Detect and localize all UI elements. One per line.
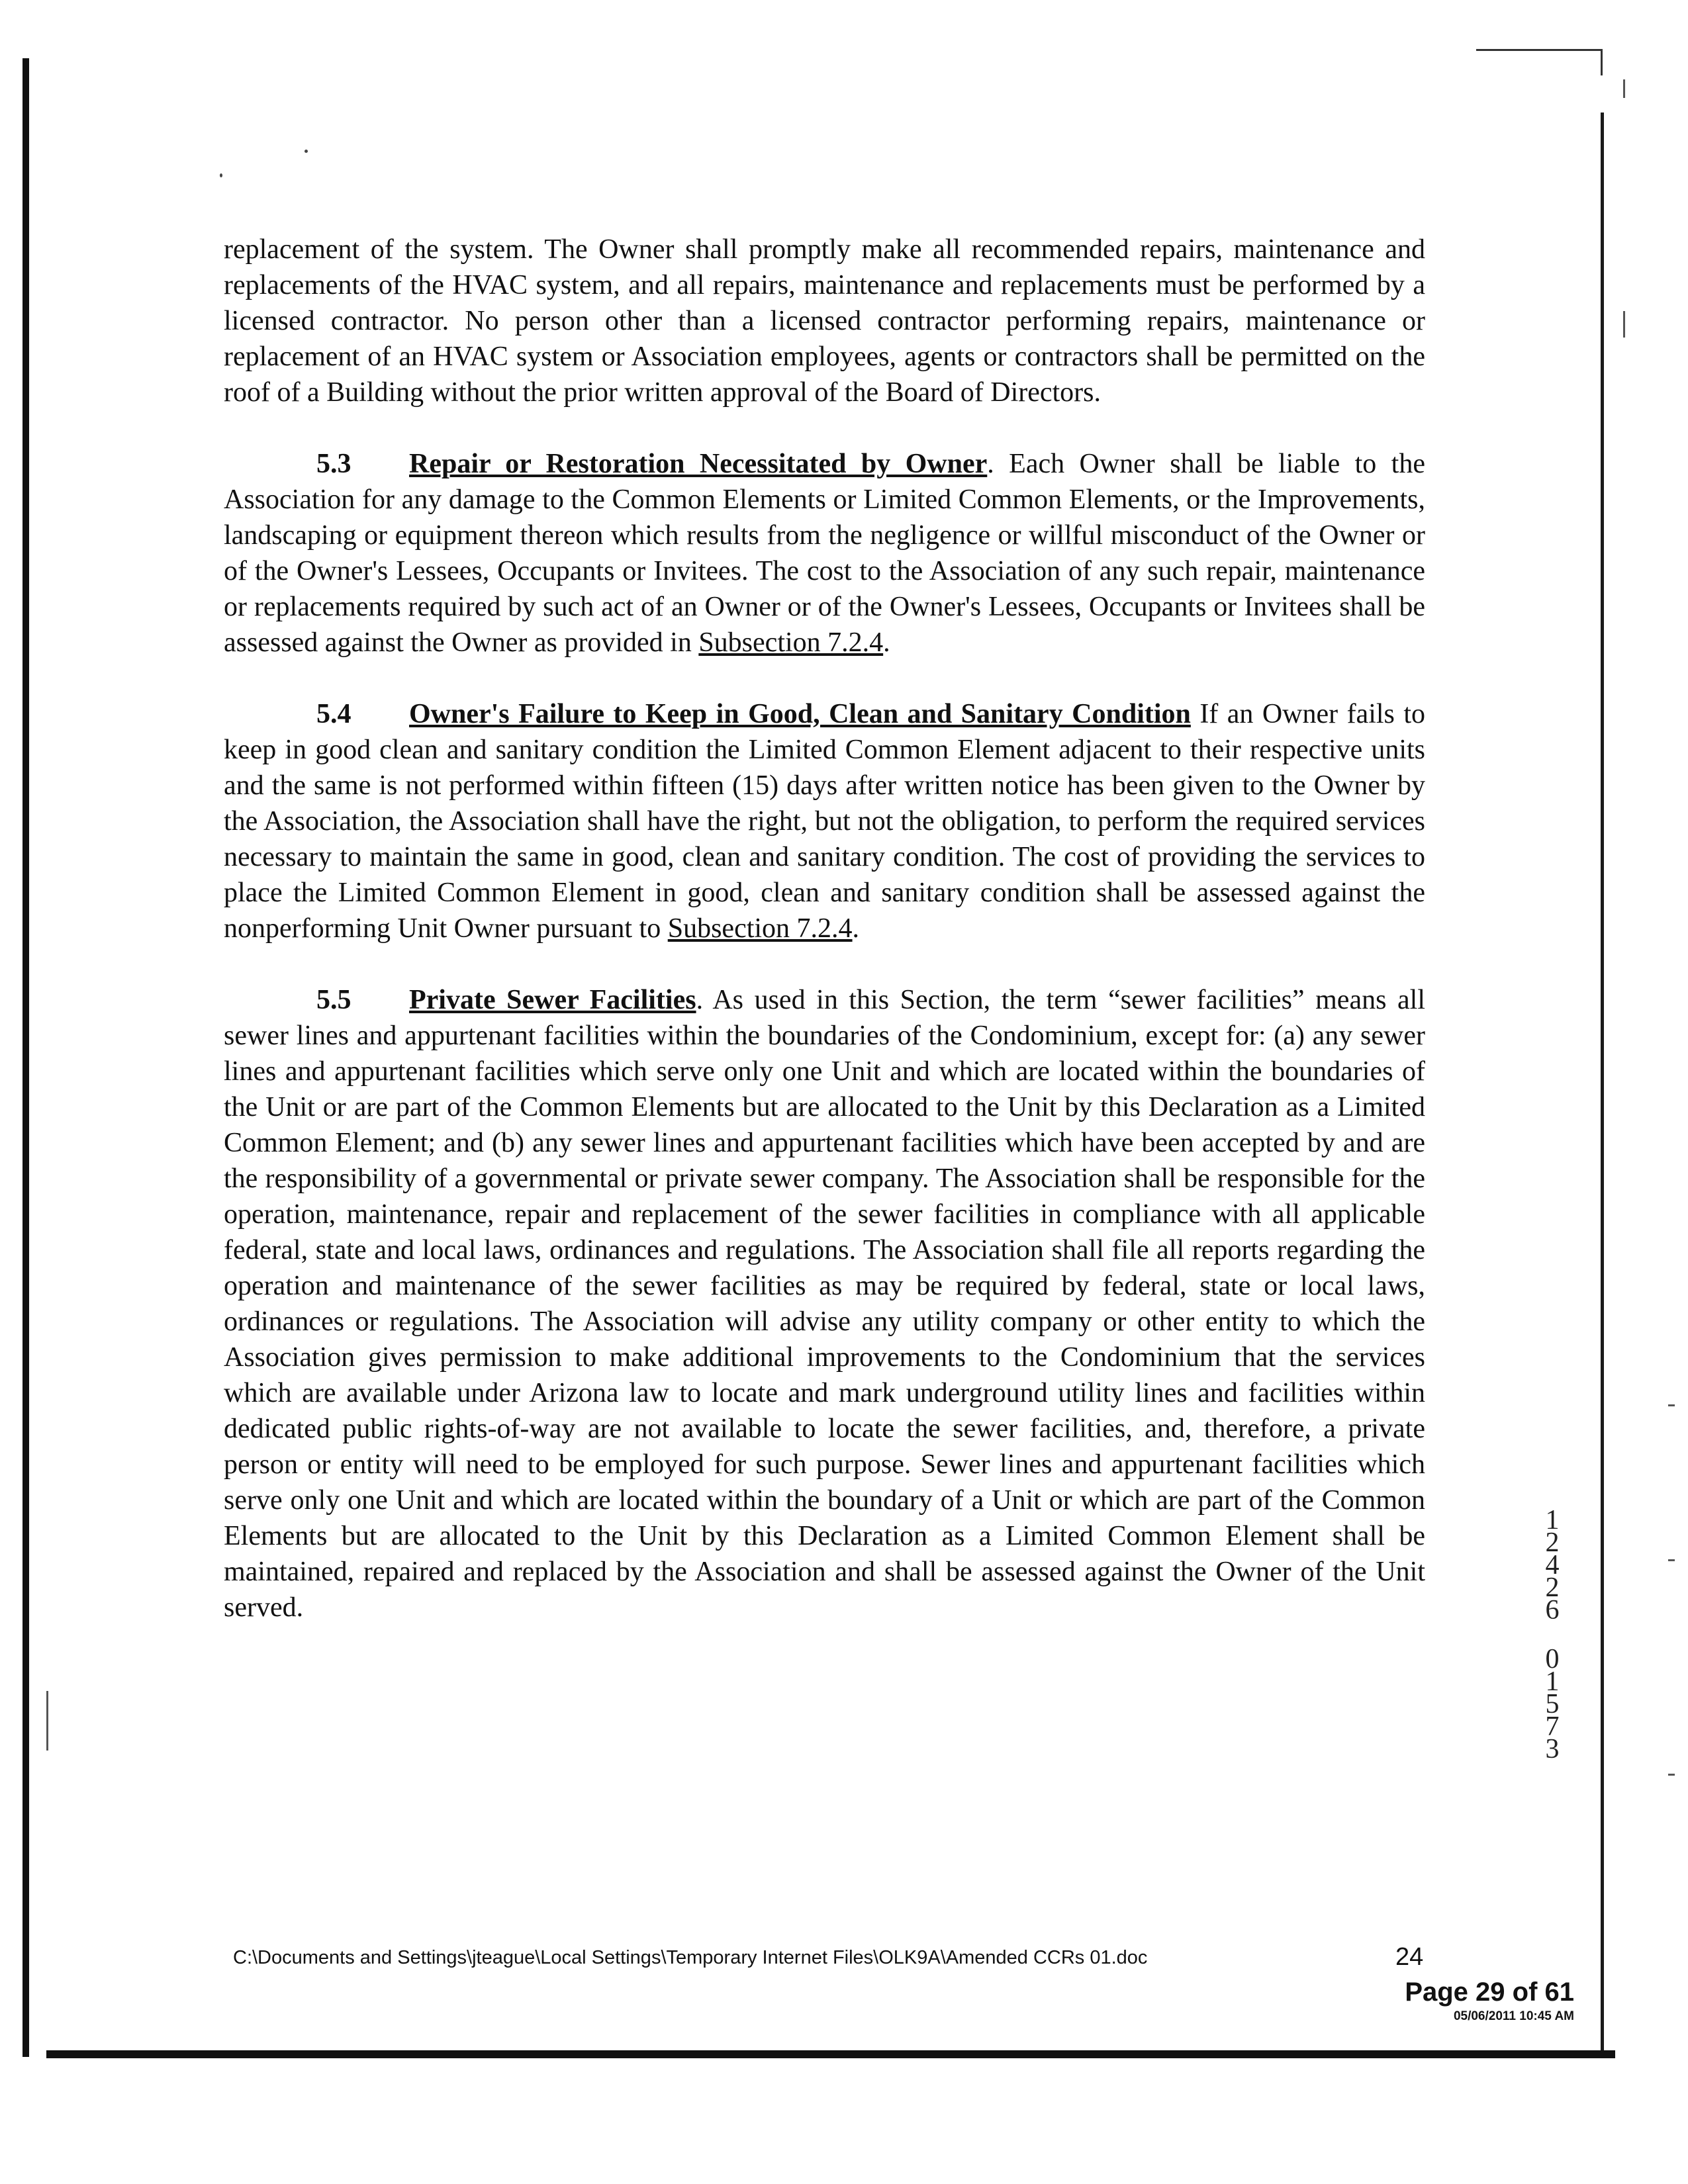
section-text: Each Owner shall be liable to the Association for any damage to the Common Elements or Limited Common Elements, or the Improvements, landscaping or equipment thereon which results from the negligence or willful misconduct of the Owner or of the Owner's Lessees, Occupants or Invitees. The cost to the Association of any such repair, maintenance or replacements required by such act of an Owner or of the Owner's Lessees, Occupants or Invitees shall be assessed against the Owner as provided in	[224, 449, 1425, 658]
section-heading: Repair or Restoration Necessitated by Owner	[409, 449, 988, 479]
scan-border-left	[23, 58, 29, 2057]
scan-border-right	[1601, 113, 1604, 2058]
section-5-3: 5.3 Repair or Restoration Necessitated by Owner. Each Owner shall be liable to the Association for any damage to the Common Elements or Limited Common Elements, or the Improvements, landscaping or equipment thereon which results from the negligence or willful misconduct of the Owner or of the Owner's Lessees, Occupants or Invitees. The cost to the Association of any such repair, maintenance or replacements required by such act of an Owner or of the Owner's Lessees, Occupants or Invitees shall be assessed against the Owner as provided in Subsection 7.2.4.	[224, 446, 1425, 660]
bates-digit: 5	[1545, 1689, 1560, 1719]
bates-digit: 4	[1545, 1550, 1560, 1580]
footer-page-number: 24	[1395, 1943, 1424, 1971]
scan-border-bottom	[46, 2050, 1615, 2058]
scan-dash	[1623, 79, 1625, 98]
bates-number	[1536, 1505, 1569, 1764]
footer-file-path: C:\Documents and Settings\jteague\Local Settings\Temporary Internet Files\OLK9A\Amended CCRs 01.doc	[233, 1947, 1148, 1968]
bates-digit: 2	[1545, 1572, 1560, 1603]
subsection-reference: Subsection 7.2.4	[667, 913, 853, 944]
section-number: 5.5	[316, 985, 352, 1015]
bates-digit: 2	[1545, 1527, 1560, 1558]
scan-corner-mark	[1476, 49, 1602, 51]
scan-dash	[46, 1691, 48, 1751]
section-number: 5.4	[316, 699, 352, 729]
section-5-5: 5.5 Private Sewer Facilities. As used in this Section, the term “sewer facilities” means all sewer lines and appurtenant facilities within the boundaries of the Condominium, except for: (a) any sewer lines and appurtenant facilities which serve only one Unit and which are located within the boundaries of the Unit or are part of the Common Elements but are allocated to the Unit by this Declaration as a Limited Common Element; and (b) any sewer lines and appurtenant facilities which have been accepted by and are the responsibility of a governmental or private sewer company. The Association shall be responsible for the operation, maintenance, repair and replacement of the sewer facilities in compliance with all applicable federal, state and local laws, ordinances and regulations. The Association shall file all reports regarding the operation and maintenance of the sewer facilities as may be required by federal, state or local laws, ordinances or regulations. The Association will advise any utility company or other entity to which the Association gives permission to make additional improvements to the Condominium that the services which are available under Arizona law to locate and mark underground utility lines and facilities within dedicated public rights-of-way are not available to locate the sewer facilities, and, therefore, a private person or entity will need to be employed for such purpose. Sewer lines and appurtenant facilities which serve only one Unit and which are located within the boundary of a Unit or which are part of the Common Elements but are allocated to the Unit by this Declaration as a Limited Common Element shall be maintained, repaired and replaced by the Association and shall be assessed against the Owner of the Unit served.	[224, 982, 1425, 1625]
subsection-reference: Subsection 7.2.4	[698, 627, 884, 658]
scan-corner-tick	[1601, 49, 1603, 75]
scan-dash	[1623, 311, 1625, 338]
paragraph-intro: replacement of the system. The Owner shall promptly make all recommended repairs, maintenance and replacements of the HVAC system, and all repairs, maintenance and replacements must be performed by a licensed contractor. No person other than a licensed contractor performing repairs, maintenance or replacement of an HVAC system or Association employees, agents or contractors shall be permitted on the roof of a Building without the prior written approval of the Board of Directors.	[224, 234, 1425, 408]
page-count-stamp: Page 29 of 61	[1405, 1978, 1574, 2007]
bates-digit: 3	[1545, 1734, 1560, 1764]
scan-speck	[305, 150, 308, 153]
scan-dash	[1668, 1774, 1675, 1776]
section-heading: Owner's Failure to Keep in Good, Clean and Sanitary Condition	[409, 699, 1191, 729]
bates-digit: 1	[1545, 1666, 1560, 1697]
document-body	[224, 232, 1425, 1661]
bates-digit: 0	[1545, 1644, 1560, 1674]
bates-digit: 7	[1545, 1711, 1560, 1742]
section-heading: Private Sewer Facilities	[409, 985, 696, 1015]
scan-speck	[220, 173, 222, 177]
bates-digit: 1	[1545, 1505, 1560, 1535]
section-5-4: 5.4 Owner's Failure to Keep in Good, Clean and Sanitary Condition If an Owner fails to keep in good clean and sanitary condition the Limited Common Element adjacent to their respective units and the same is not performed within fifteen (15) days after written notice has been given to the Owner by the Association, the Association shall have the right, but not the obligation, to perform the required services necessary to maintain the same in good, clean and sanitary condition. The cost of providing the services to place the Limited Common Element in good, clean and sanitary condition shall be assessed against the nonperforming Unit Owner pursuant to Subsection 7.2.4.	[224, 696, 1425, 946]
bates-digit: 6	[1545, 1595, 1560, 1625]
section-text: If an Owner fails to keep in good clean and sanitary condition the Limited Common Element adjacent to their respective units and the same is not performed within fifteen (15) days after written notice has been given to the Owner by the Association, the Association shall have the right, but not the obligation, to perform the required services necessary to maintain the same in good, clean and sanitary condition. The cost of providing the services to place the Limited Common Element in good, clean and sanitary condition shall be assessed against the nonperforming Unit Owner pursuant to	[224, 699, 1425, 944]
section-text: As used in this Section, the term “sewer facilities” means all sewer lines and appurtenant facilities within the boundaries of the Condominium, except for: (a) any sewer lines and appurtenant facilities which serve only one Unit and which are located within the boundaries of the Unit or are part of the Common Elements but are allocated to the Unit by this Declaration as a Limited Common Element; and (b) any sewer lines and appurtenant facilities which have been accepted by and are the responsibility of a governmental or private sewer company. The Association shall be responsible for the operation, maintenance, repair and replacement of the sewer facilities in compliance with all applicable federal, state and local laws, ordinances and regulations. The Association shall file all reports regarding the operation and maintenance of the sewer facilities as may be required by federal, state or local laws, ordinances or regulations. The Association will advise any utility company or other entity to which the Association gives permission to make additional improvements to the Condominium that the services which are available under Arizona law to locate and mark underground utility lines and facilities within dedicated public rights-of-way are not available to locate the sewer facilities, and, therefore, a private person or entity will need to be employed for such purpose. Sewer lines and appurtenant facilities which serve only one Unit and which are located within the boundary of a Unit or which are part of the Common Elements but are allocated to the Unit by this Declaration as a Limited Common Element shall be maintained, repaired and replaced by the Association and shall be assessed against the Owner of the Unit served.	[224, 985, 1425, 1623]
scan-dash	[1668, 1559, 1675, 1561]
timestamp-stamp: 05/06/2011 10:45 AM	[1453, 2009, 1574, 2023]
section-number: 5.3	[316, 449, 352, 479]
scan-dash	[1668, 1404, 1675, 1406]
